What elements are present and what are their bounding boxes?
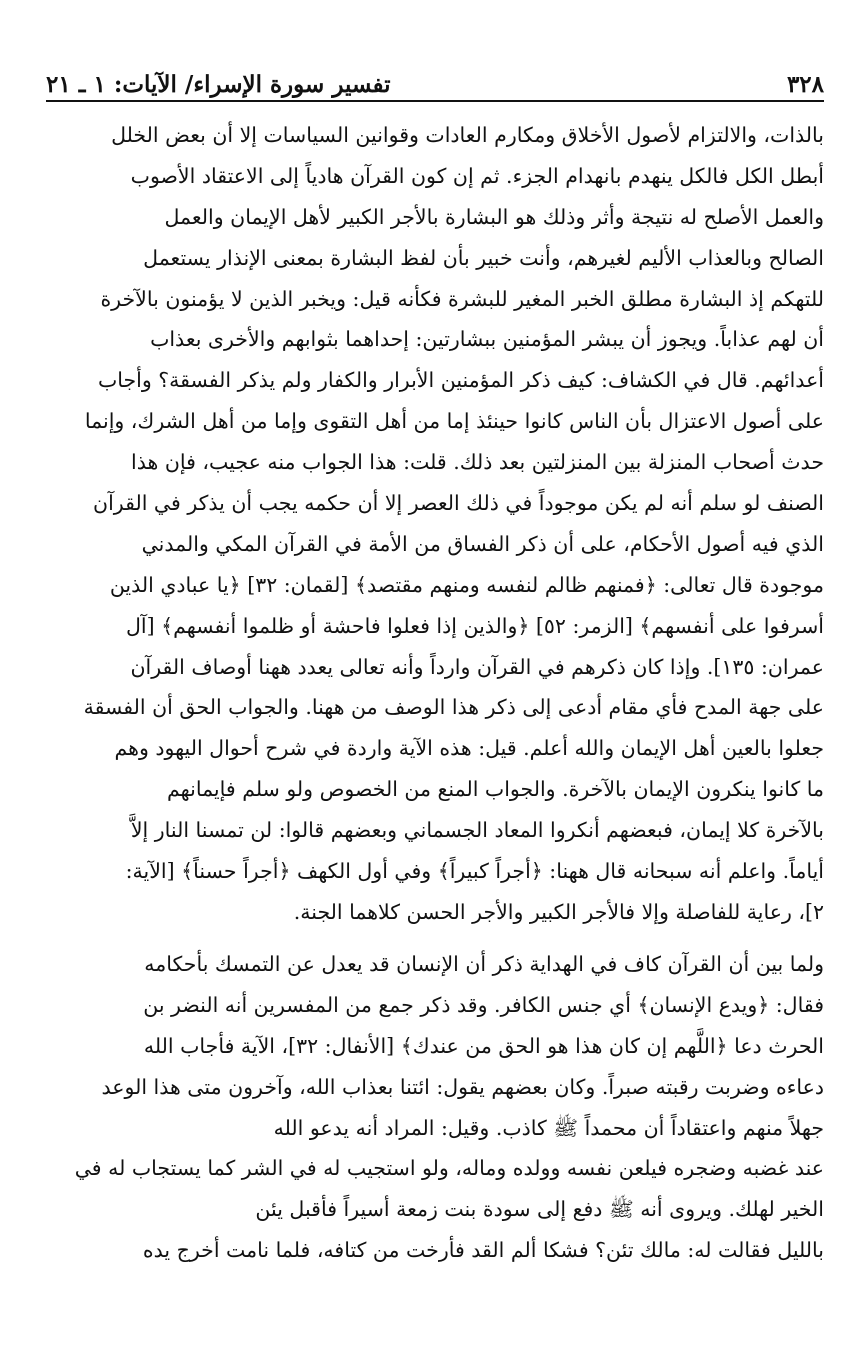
text-line: عند غضبه وضجره فيلعن نفسه وولده وماله، ولو استجيب له في الشر كما يستجاب له في [74, 1156, 824, 1181]
text-line: الصنف لو سلم أنه لم يكن موجوداً في ذلك العصر إلا أن حكمه يجب أن يذكر في القرآن [93, 491, 824, 516]
text-line: ما كانوا ينكرون الإيمان بالآخرة. والجواب المنع من الخصوص ولو سلم فإيمانهم [167, 777, 824, 802]
text-line: ولما بين أن القرآن كاف في الهداية ذكر أن الإنسان قد يعدل عن التمسك بأحكامه [144, 952, 824, 976]
running-title: تفسير سورة الإسراء/ الآيات: ١ ـ ٢١ [46, 71, 391, 98]
text-line: على أصول الاعتزال بأن الناس كانوا حينئذ إما من أهل التقوى وإما من أهل الشرك، وإنما [84, 409, 824, 434]
text-line: أسرفوا على أنفسهم﴾ [الزمر: ٥٢] ﴿والذين إذا فعلوا فاحشة أو ظلموا أنفسهم﴾ [آل [125, 613, 824, 638]
text-line: فقال: ﴿ويدع الإنسان﴾ أي جنس الكافر. وقد ذكر جمع من المفسرين أنه النضر بن [143, 992, 824, 1017]
text-line: للتهكم إذ البشارة مطلق الخبر المغير للبشرة فكأنه قيل: ويخبر الذين لا يؤمنون بالآخرة [100, 286, 824, 311]
header-rule [46, 100, 824, 102]
text-line: أن لهم عذاباً. ويجوز أن يبشر المؤمنين ببشارتين: إحداهما بثوابهم والأخرى بعذاب [150, 327, 824, 352]
text-line: الذي فيه أصول الأحكام، على أن ذكر الفساق من الأمة في القرآن المكي والمدني [141, 531, 824, 556]
paragraph-2 [46, 944, 824, 1271]
text-line: حدث أصحاب المنزلة بين المنزلتين بعد ذلك. قلت: هذا الجواب منه عجيب، فإن هذا [131, 450, 824, 475]
text-line: جهلاً منهم واعتقاداً أن محمداً ﷺ كاذب. وقيل: المراد أنه يدعو الله [273, 1115, 824, 1140]
text-line: بالذات، والالتزام لأصول الأخلاق ومكارم العادات وقوانين السياسات إلا أن بعض الخلل [111, 123, 824, 147]
page-header [46, 64, 824, 98]
text-line: ٢]، رعاية للفاصلة وإلا فالأجر الكبير والأجر الحسن كلاهما الجنة. [293, 899, 824, 924]
text-line: الخير لهلك. ويروى أنه ﷺ دفع إلى سودة بنت زمعة أسيراً فأقبل يئن [255, 1197, 824, 1222]
text-line: والعمل الأصلح له نتيجة وأثر وذلك هو البشارة بالأجر الكبير لأهل الإيمان والعمل [164, 204, 824, 229]
text-line: دعاءه وضربت رقبته صبراً. وكان بعضهم يقول: ائتنا بعذاب الله، وآخرون متى هذا الوعد [101, 1074, 824, 1099]
text-line: الصالح وبالعذاب الأليم لغيرهم، وأنت خبير بأن لفظ البشارة بمعنى الإنذار يستعمل [143, 245, 824, 270]
text-line: بالليل فقالت له: مالك تئن؟ فشكا ألم القد فأرخت من كتافه، فلما نامت أخرج يده [142, 1238, 824, 1263]
text-line: الحرث دعا ﴿اللَّهم إن كان هذا هو الحق من عندك﴾ [الأنفال: ٣٢]، الآية فأجاب الله [143, 1033, 824, 1058]
text-line: موجودة قال تعالى: ﴿فمنهم ظالم لنفسه ومنهم مقتصد﴾ [لقمان: ٣٢] ﴿يا عبادي الذين [109, 572, 824, 597]
page-number: ٣٢٨ [786, 71, 824, 98]
text-line: عمران: ١٣٥]. وإذا كان ذكرهم في القرآن وارداً وأنه تعالى يعدد ههنا أوصاف القرآن [130, 654, 824, 679]
text-line: بالآخرة كلا إيمان، فبعضهم أنكروا المعاد الجسماني وبعضهم قالوا: لن تمسنا النار إلاَّ [130, 818, 824, 843]
text-line: على جهة المدح فأي مقام أدعى إلى ذكر هذا الوصف من ههنا. والجواب الحق أن الفسقة [83, 695, 824, 720]
text-line: أعدائهم. قال في الكشاف: كيف ذكر المؤمنين الأبرار والكفار ولم يذكر الفسقة؟ وأجاب [97, 368, 824, 393]
text-line: جعلوا بالعين أهل الإيمان والله أعلم. قيل: هذه الآية واردة في شرح أحوال اليهود وهم [114, 736, 824, 761]
paragraph-1 [46, 115, 824, 933]
text-line: أبطل الكل فالكل ينهدم بانهدام الجزء. ثم إن كون القرآن هادياً إلى الاعتقاد الأصوب [130, 163, 824, 188]
text-line: أياماً. واعلم أنه سبحانه قال ههنا: ﴿أجراً كبيراً﴾ وفي أول الكهف ﴿أجراً حسناً﴾ [الآية: [125, 859, 824, 884]
